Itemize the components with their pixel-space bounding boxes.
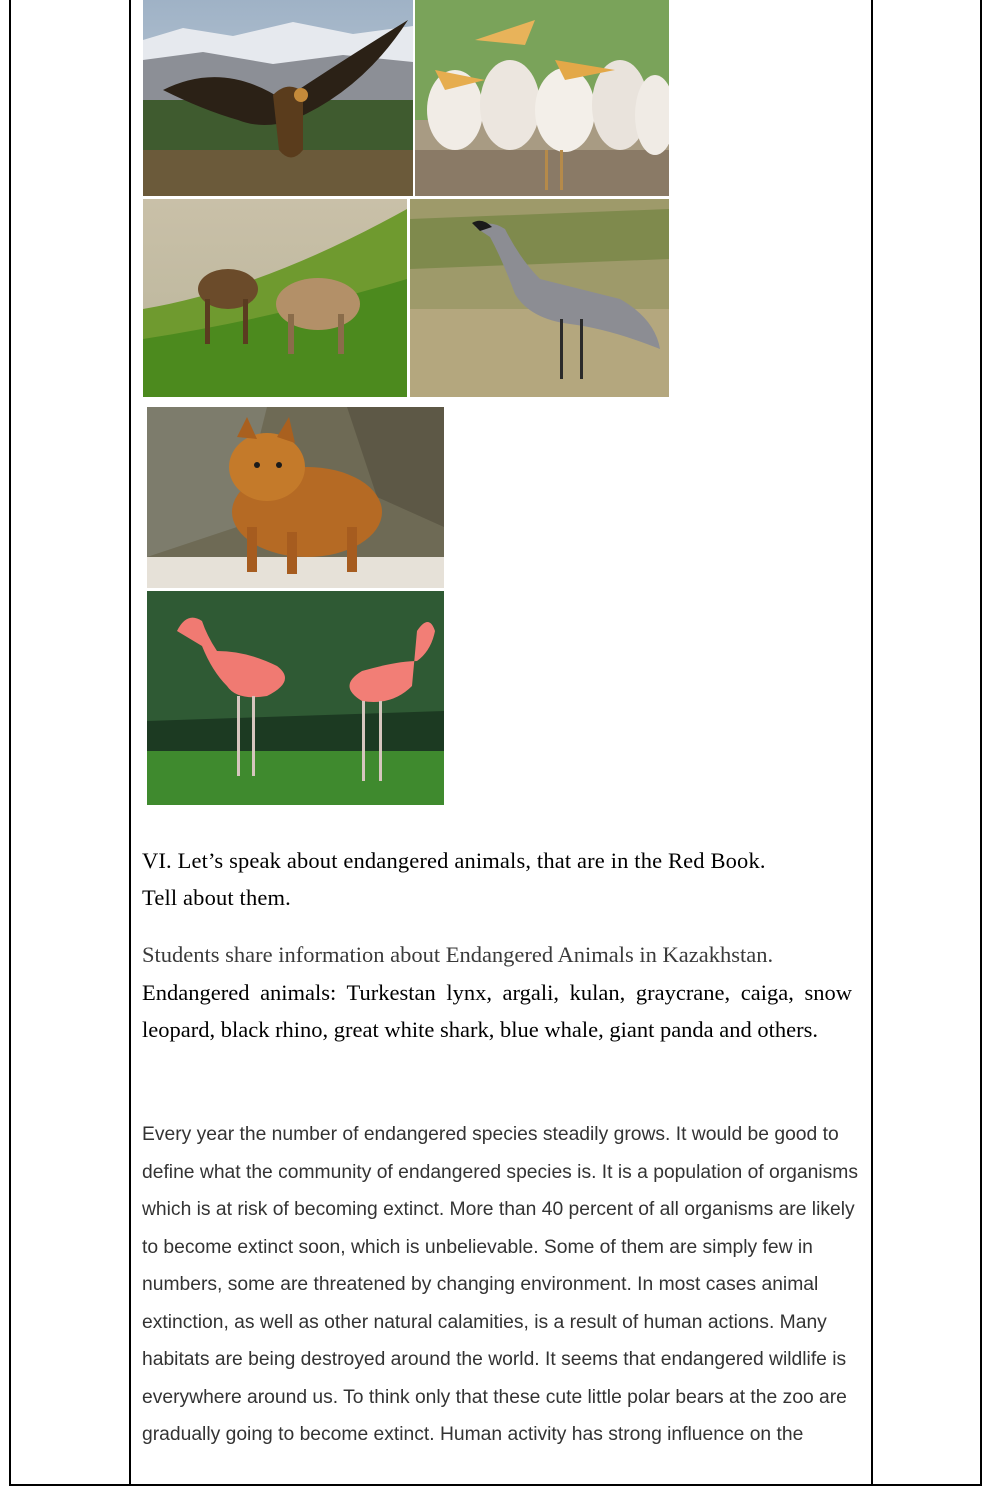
table-border-inner-right <box>871 0 873 1486</box>
students-share-text: Students share information about Endangered Animals in Kazakhstan. <box>142 942 774 967</box>
flamingos-photo <box>147 591 444 805</box>
wild-horses-photo <box>143 199 407 397</box>
section-heading-line-2: Tell about them. <box>142 885 291 910</box>
section-heading-line-1: VI. Let’s speak about endangered animals, that are in the Red Book. <box>142 848 766 873</box>
table-border-left <box>9 0 11 1486</box>
red-wolf-photo <box>147 407 444 588</box>
table-border-inner-left <box>129 0 131 1486</box>
golden-eagle-photo <box>143 0 413 196</box>
table-border-bottom <box>9 1484 982 1486</box>
endangered-species-paragraph: Every year the number of endangered species steadily grows. It would be good to define what the community of endangered species is. It is a population of organisms which is at risk of becoming extinct. More than 40 percent of all organisms are likely to become extinct soon, which is unbelievable. Some of them are simply few in numbers, some are threatened by changing environment. In most cases animal extinction, as well as other natural calamities, is a result of human actions. Many habitats are being destroyed around the world. It seems that endangered wildlife is everywhere around us. To think only that these cute little polar bears at the zoo are gradually going to become extinct. Human activity has strong influence on the <box>142 1124 858 1445</box>
endangered-animals-list: Endangered animals: Turkestan lynx, argali, kulan, graycrane, caiga, snow leopard, black rhino, great white shark, blue whale, giant panda and others. <box>142 980 852 1042</box>
section-heading <box>142 842 842 916</box>
table-border-right <box>980 0 982 1486</box>
pelicans-photo <box>415 0 669 196</box>
demoiselle-crane-photo <box>410 199 669 397</box>
